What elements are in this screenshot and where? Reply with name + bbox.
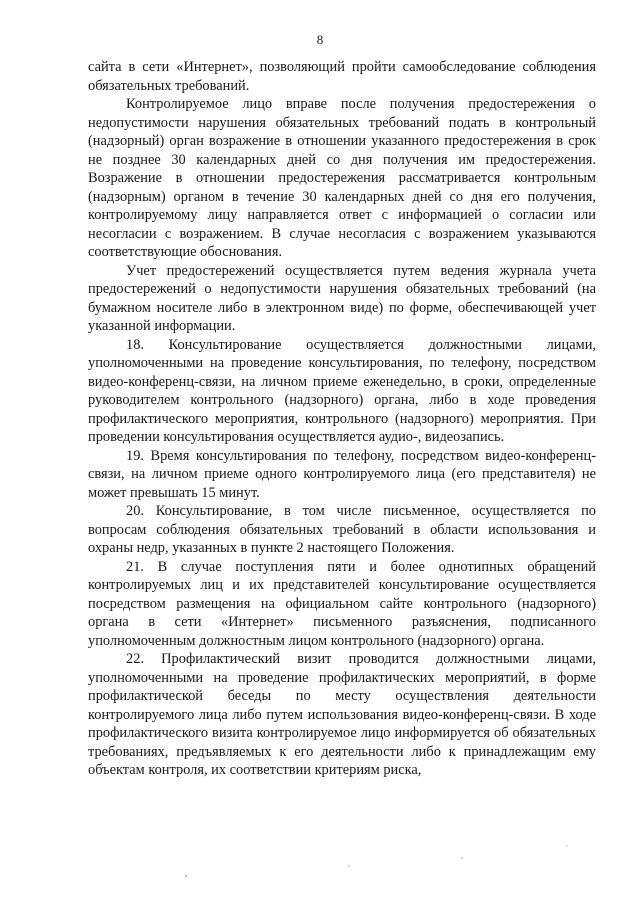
paragraph-objection: Контролируемое лицо вправе после получения предостережения о недопустимости нарушения обязательных требований подать в контрольный (надзорный) орган возражение в отношении указанного предостережения в срок не позднее 30 календарных дней со дня получения им предостережения. Возражение в отношении предостережения рассматривается контрольным (надзорным) органом в течение 30 календарных дней со дня его получения, контролируемому лицу направляется ответ с информацией о согласии или несогласии с возражением. В случае несогласия с возражением указываются соответствующие обоснования. bbox=[88, 96, 596, 260]
paragraph-19: 19. Время консультирования по телефону, посредством видео-конференц-связи, на личном приеме одного контролируемого лица (его представителя) не может превышать 15 минут. bbox=[88, 447, 596, 501]
document-body bbox=[88, 58, 596, 780]
paragraph-22: 22. Профилактический визит проводится должностными лицами, уполномоченными на проведение профилактических мероприятий, в форме профилактической беседы по месту осуществления деятельности контролируемого лица либо путем использования видео-конференц-связи. В ходе профилактического визита контролируемое лицо информируется об обязательных требованиях, предъявляемых к его деятельности либо к принадлежащим ему объектам контроля, их соответствии критериям риска, bbox=[88, 651, 596, 778]
paragraph-18: 18. Консультирование осуществляется должностными лицами, уполномоченными на проведение консультирования, по телефону, посредством видео-конференц-связи, на личном приеме еженедельно, в сроки, определенные руководителем контрольного (надзорного) органа, либо в ходе проведения профилактического мероприятия, контрольного (надзорного) мероприятия. При проведении консультирования осуществляется аудио-, видеозапись. bbox=[88, 336, 596, 445]
paragraph-continuation: сайта в сети «Интернет», позволяющий пройти самообследование соблюдения обязательных требований. bbox=[88, 59, 596, 94]
paragraph-warnings-register: Учет предостережений осуществляется путем ведения журнала учета предостережений о недопустимости нарушения обязательных требований (на бумажном носителе либо в электронном виде) по форме, обеспечивающей учет указанной информации. bbox=[88, 262, 596, 334]
paragraph-21: 21. В случае поступления пяти и более однотипных обращений контролируемых лиц и их представителей консультирование осуществляется посредством размещения на официальном сайте контрольного (надзорного) органа в сети «Интернет» письменного разъяснения, подписанного уполномоченным должностным лицом контрольного (надзорного) органа. bbox=[88, 558, 596, 649]
page-number: 8 bbox=[316, 32, 324, 47]
paragraph-20: 20. Консультирование, в том числе письменное, осуществляется по вопросам соблюдения обязательных требований в области использования и охраны недр, указанных в пункте 2 настоящего Положения. bbox=[88, 503, 596, 556]
